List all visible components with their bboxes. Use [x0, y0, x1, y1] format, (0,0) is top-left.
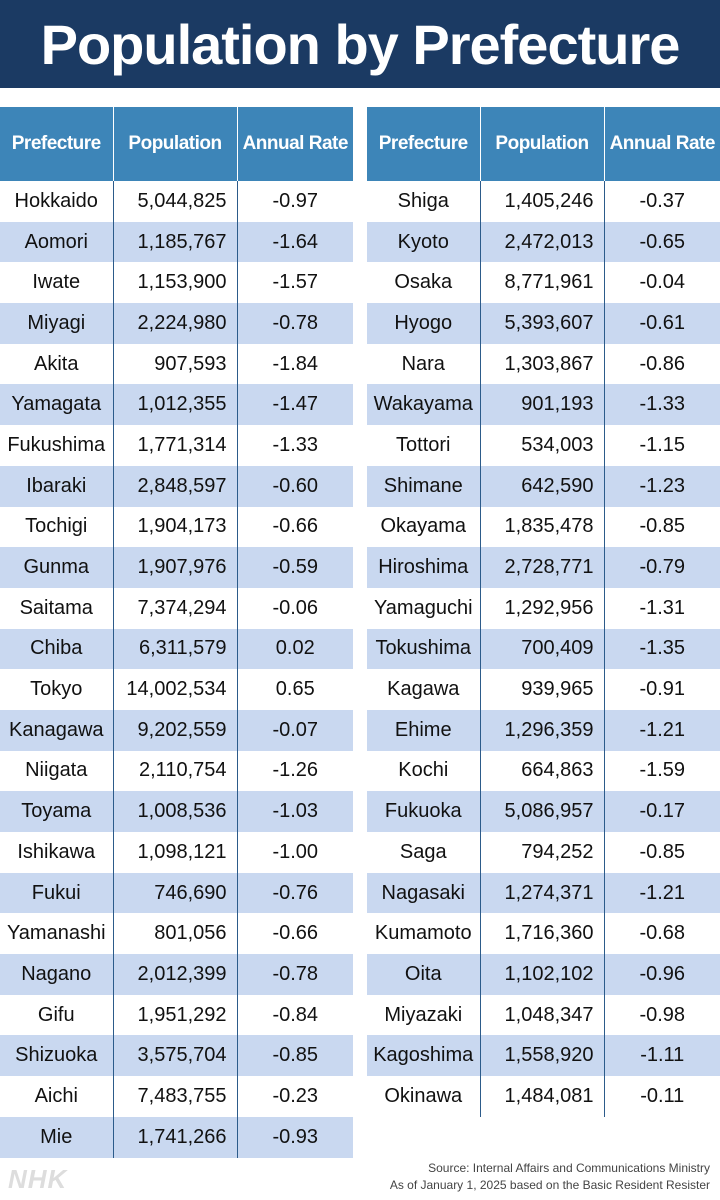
prefecture-cell: Fukuoka	[367, 791, 480, 832]
annual-rate-cell: 0.65	[237, 669, 353, 710]
table-row	[0, 751, 353, 792]
table-row	[0, 344, 353, 385]
annual-rate-cell: -1.21	[604, 873, 720, 914]
column-header-population: Population	[113, 107, 237, 181]
population-table-right	[367, 107, 720, 1117]
prefecture-cell: Miyagi	[0, 303, 113, 344]
population-cell: 1,716,360	[480, 913, 604, 954]
table-row	[367, 181, 720, 222]
annual-rate-cell: -1.33	[604, 384, 720, 425]
annual-rate-cell: -0.78	[237, 303, 353, 344]
population-table-left	[0, 107, 353, 1158]
annual-rate-cell: -0.98	[604, 995, 720, 1036]
population-cell: 1,558,920	[480, 1035, 604, 1076]
annual-rate-cell: -0.85	[604, 507, 720, 548]
table-row	[0, 873, 353, 914]
table-row	[367, 588, 720, 629]
prefecture-cell: Tokushima	[367, 629, 480, 670]
population-cell: 2,224,980	[113, 303, 237, 344]
prefecture-cell: Okinawa	[367, 1076, 480, 1117]
population-cell: 2,472,013	[480, 222, 604, 263]
annual-rate-cell: -0.66	[237, 507, 353, 548]
prefecture-cell: Kanagawa	[0, 710, 113, 751]
annual-rate-cell: -1.84	[237, 344, 353, 385]
table-row	[0, 710, 353, 751]
annual-rate-cell: -1.11	[604, 1035, 720, 1076]
annual-rate-cell: -1.15	[604, 425, 720, 466]
prefecture-cell: Hokkaido	[0, 181, 113, 222]
table-row	[367, 262, 720, 303]
population-cell: 1,098,121	[113, 832, 237, 873]
prefecture-cell: Shizuoka	[0, 1035, 113, 1076]
table-row	[367, 384, 720, 425]
prefecture-cell: Toyama	[0, 791, 113, 832]
population-cell: 1,907,976	[113, 547, 237, 588]
annual-rate-cell: -0.61	[604, 303, 720, 344]
prefecture-cell: Yamanashi	[0, 913, 113, 954]
population-cell: 1,185,767	[113, 222, 237, 263]
prefecture-cell: Kumamoto	[367, 913, 480, 954]
prefecture-cell: Wakayama	[367, 384, 480, 425]
prefecture-cell: Fukushima	[0, 425, 113, 466]
population-cell: 1,484,081	[480, 1076, 604, 1117]
prefecture-cell: Okayama	[367, 507, 480, 548]
annual-rate-cell: -0.79	[604, 547, 720, 588]
annual-rate-cell: -1.26	[237, 751, 353, 792]
prefecture-cell: Saitama	[0, 588, 113, 629]
population-cell: 6,311,579	[113, 629, 237, 670]
table-row	[367, 832, 720, 873]
prefecture-cell: Fukui	[0, 873, 113, 914]
prefecture-cell: Oita	[367, 954, 480, 995]
prefecture-cell: Niigata	[0, 751, 113, 792]
table-row	[367, 303, 720, 344]
prefecture-cell: Shiga	[367, 181, 480, 222]
prefecture-cell: Tochigi	[0, 507, 113, 548]
prefecture-cell: Aomori	[0, 222, 113, 263]
population-cell: 2,728,771	[480, 547, 604, 588]
annual-rate-cell: -1.47	[237, 384, 353, 425]
annual-rate-cell: -1.35	[604, 629, 720, 670]
population-cell: 746,690	[113, 873, 237, 914]
prefecture-cell: Nagasaki	[367, 873, 480, 914]
column-header-population: Population	[480, 107, 604, 181]
annual-rate-cell: -0.85	[604, 832, 720, 873]
prefecture-cell: Ishikawa	[0, 832, 113, 873]
population-cell: 939,965	[480, 669, 604, 710]
table-row	[0, 262, 353, 303]
prefecture-cell: Kagawa	[367, 669, 480, 710]
column-header-annual-rate: Annual Rate	[237, 107, 353, 181]
annual-rate-cell: -1.00	[237, 832, 353, 873]
annual-rate-cell: -0.68	[604, 913, 720, 954]
population-cell: 1,292,956	[480, 588, 604, 629]
prefecture-cell: Nara	[367, 344, 480, 385]
population-cell: 642,590	[480, 466, 604, 507]
table-row	[367, 710, 720, 751]
prefecture-cell: Kyoto	[367, 222, 480, 263]
table-row	[0, 507, 353, 548]
prefecture-cell: Kagoshima	[367, 1035, 480, 1076]
annual-rate-cell: -0.91	[604, 669, 720, 710]
table-header-row	[367, 107, 720, 181]
prefecture-cell: Yamagata	[0, 384, 113, 425]
table-row	[367, 222, 720, 263]
annual-rate-cell: -0.66	[237, 913, 353, 954]
prefecture-cell: Shimane	[367, 466, 480, 507]
table-row	[0, 832, 353, 873]
annual-rate-cell: -1.64	[237, 222, 353, 263]
annual-rate-cell: -1.23	[604, 466, 720, 507]
population-cell: 2,848,597	[113, 466, 237, 507]
table-row	[367, 547, 720, 588]
annual-rate-cell: -0.65	[604, 222, 720, 263]
annual-rate-cell: -0.11	[604, 1076, 720, 1117]
source-line: Source: Internal Affairs and Communications Ministry	[428, 1161, 710, 1175]
prefecture-cell: Saga	[367, 832, 480, 873]
annual-rate-cell: -0.59	[237, 547, 353, 588]
prefecture-cell: Tokyo	[0, 669, 113, 710]
prefecture-cell: Akita	[0, 344, 113, 385]
population-cell: 794,252	[480, 832, 604, 873]
prefecture-cell: Tottori	[367, 425, 480, 466]
table-row	[367, 344, 720, 385]
prefecture-cell: Miyazaki	[367, 995, 480, 1036]
annual-rate-cell: -0.76	[237, 873, 353, 914]
prefecture-cell: Iwate	[0, 262, 113, 303]
population-cell: 1,303,867	[480, 344, 604, 385]
column-header-annual-rate: Annual Rate	[604, 107, 720, 181]
table-header-row	[0, 107, 353, 181]
population-cell: 1,153,900	[113, 262, 237, 303]
table-row	[0, 547, 353, 588]
population-cell: 901,193	[480, 384, 604, 425]
prefecture-cell: Chiba	[0, 629, 113, 670]
annual-rate-cell: -0.17	[604, 791, 720, 832]
population-cell: 5,086,957	[480, 791, 604, 832]
population-cell: 1,951,292	[113, 995, 237, 1036]
annual-rate-cell: -0.37	[604, 181, 720, 222]
table-row	[367, 1035, 720, 1076]
population-cell: 7,374,294	[113, 588, 237, 629]
prefecture-cell: Gunma	[0, 547, 113, 588]
annual-rate-cell: -0.97	[237, 181, 353, 222]
prefecture-cell: Yamaguchi	[367, 588, 480, 629]
prefecture-cell: Ibaraki	[0, 466, 113, 507]
table-row	[0, 629, 353, 670]
population-cell: 664,863	[480, 751, 604, 792]
prefecture-cell: Gifu	[0, 995, 113, 1036]
nhk-logo: NHK	[8, 1164, 68, 1194]
annual-rate-cell: -0.96	[604, 954, 720, 995]
population-cell: 1,405,246	[480, 181, 604, 222]
population-cell: 1,296,359	[480, 710, 604, 751]
population-cell: 700,409	[480, 629, 604, 670]
annual-rate-cell: -1.21	[604, 710, 720, 751]
table-row	[367, 669, 720, 710]
table-row	[0, 791, 353, 832]
prefecture-cell: Hiroshima	[367, 547, 480, 588]
annual-rate-cell: 0.02	[237, 629, 353, 670]
table-row	[0, 1117, 353, 1158]
table-row	[0, 303, 353, 344]
population-cell: 2,110,754	[113, 751, 237, 792]
table-row	[0, 222, 353, 263]
prefecture-cell: Hyogo	[367, 303, 480, 344]
page-title: Population by Prefecture	[40, 12, 680, 76]
table-row	[0, 954, 353, 995]
table-row	[0, 181, 353, 222]
annual-rate-cell: -0.84	[237, 995, 353, 1036]
prefecture-cell: Ehime	[367, 710, 480, 751]
population-cell: 801,056	[113, 913, 237, 954]
prefecture-cell: Aichi	[0, 1076, 113, 1117]
population-cell: 1,102,102	[480, 954, 604, 995]
population-cell: 8,771,961	[480, 262, 604, 303]
title-banner	[0, 0, 720, 88]
annual-rate-cell: -0.86	[604, 344, 720, 385]
prefecture-cell: Mie	[0, 1117, 113, 1158]
date-note: As of January 1, 2025 based on the Basic Resident Resister	[389, 1178, 710, 1192]
population-cell: 1,741,266	[113, 1117, 237, 1158]
table-row	[367, 995, 720, 1036]
population-cell: 1,835,478	[480, 507, 604, 548]
population-cell: 9,202,559	[113, 710, 237, 751]
table-row	[0, 588, 353, 629]
population-cell: 1,771,314	[113, 425, 237, 466]
table-row	[0, 384, 353, 425]
source-note	[390, 1160, 710, 1194]
annual-rate-cell: -0.93	[237, 1117, 353, 1158]
annual-rate-cell: -0.85	[237, 1035, 353, 1076]
population-cell: 1,274,371	[480, 873, 604, 914]
annual-rate-cell: -1.33	[237, 425, 353, 466]
table-row	[0, 425, 353, 466]
annual-rate-cell: -0.07	[237, 710, 353, 751]
table-row	[367, 629, 720, 670]
annual-rate-cell: -0.78	[237, 954, 353, 995]
population-cell: 1,012,355	[113, 384, 237, 425]
table-row	[0, 1035, 353, 1076]
annual-rate-cell: -1.59	[604, 751, 720, 792]
table-row	[367, 425, 720, 466]
table-row	[0, 913, 353, 954]
table-row	[0, 669, 353, 710]
table-row	[367, 751, 720, 792]
population-cell: 907,593	[113, 344, 237, 385]
column-header-prefecture: Prefecture	[367, 107, 480, 181]
annual-rate-cell: -1.31	[604, 588, 720, 629]
population-cell: 534,003	[480, 425, 604, 466]
population-cell: 1,904,173	[113, 507, 237, 548]
annual-rate-cell: -1.57	[237, 262, 353, 303]
table-row	[367, 1076, 720, 1117]
annual-rate-cell: -0.06	[237, 588, 353, 629]
table-row	[0, 466, 353, 507]
table-row	[367, 466, 720, 507]
population-cell: 14,002,534	[113, 669, 237, 710]
table-row	[367, 791, 720, 832]
table-row	[367, 954, 720, 995]
prefecture-cell: Kochi	[367, 751, 480, 792]
population-cell: 1,048,347	[480, 995, 604, 1036]
column-header-prefecture: Prefecture	[0, 107, 113, 181]
population-cell: 5,044,825	[113, 181, 237, 222]
table-row	[0, 995, 353, 1036]
annual-rate-cell: -0.60	[237, 466, 353, 507]
population-cell: 5,393,607	[480, 303, 604, 344]
annual-rate-cell: -0.04	[604, 262, 720, 303]
annual-rate-cell: -1.03	[237, 791, 353, 832]
prefecture-cell: Nagano	[0, 954, 113, 995]
population-cell: 7,483,755	[113, 1076, 237, 1117]
table-row	[367, 913, 720, 954]
prefecture-cell: Osaka	[367, 262, 480, 303]
table-row	[367, 507, 720, 548]
population-cell: 1,008,536	[113, 791, 237, 832]
population-cell: 2,012,399	[113, 954, 237, 995]
table-row	[367, 873, 720, 914]
population-cell: 3,575,704	[113, 1035, 237, 1076]
table-row	[0, 1076, 353, 1117]
annual-rate-cell: -0.23	[237, 1076, 353, 1117]
